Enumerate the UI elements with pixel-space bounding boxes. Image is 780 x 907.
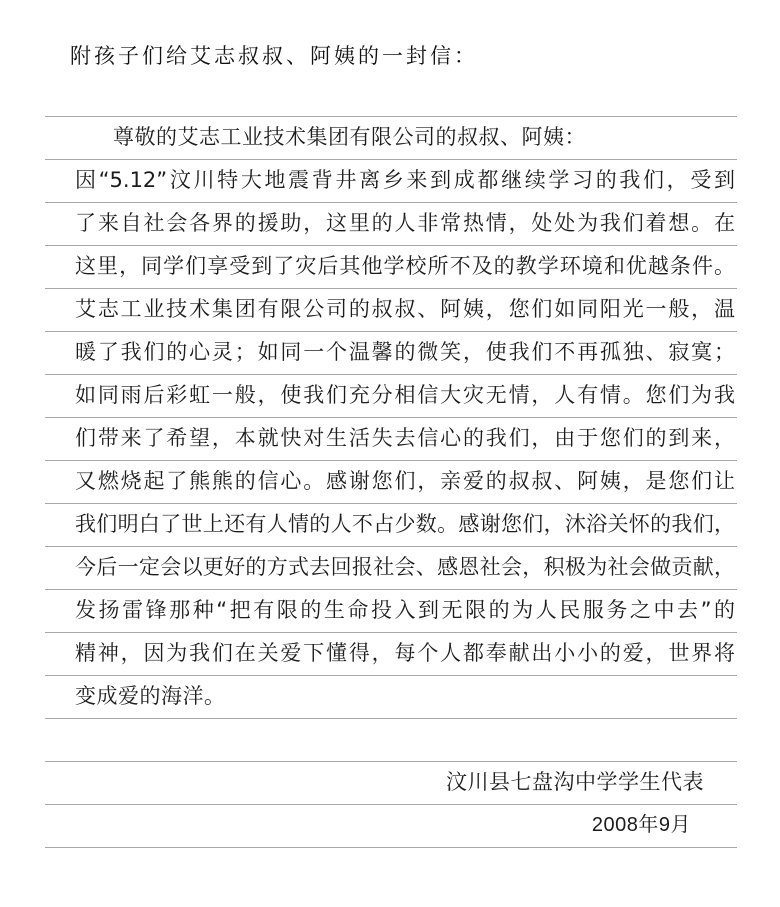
body-line-11: 发扬雷锋那种“把有限的生命投入到无限的为人民服务之中去”的 (45, 589, 737, 632)
body-line-3: 这里，同学们享受到了灾后其他学校所不及的教学环境和优越条件。 (45, 245, 737, 288)
body-line-6: 如同雨后彩虹一般，使我们充分相信大灾无情，人有情。您们为我 (45, 374, 737, 417)
body-line-5: 暖了我们的心灵；如同一个温馨的微笑，使我们不再孤独、寂寞； (45, 331, 737, 374)
body-line-7: 们带来了希望，本就快对生活失去信心的我们，由于您们的到来， (45, 417, 737, 460)
body-line-2: 了来自社会各界的援助，这里的人非常热情，处处为我们着想。在 (45, 202, 737, 245)
date-line: 2008年9月 (45, 804, 737, 847)
blank-ruled-line (45, 718, 737, 761)
letter-intro-heading: 附孩子们给艾志叔叔、阿姨的一封信： (70, 44, 478, 68)
ruled-letter-sheet (45, 116, 737, 848)
body-line-8: 又燃烧起了熊熊的信心。感谢您们，亲爱的叔叔、阿姨，是您们让 (45, 460, 737, 503)
body-line-4: 艾志工业技术集团有限公司的叔叔、阿姨，您们如同阳光一般，温 (45, 288, 737, 331)
body-line-9: 我们明白了世上还有人情的人不占少数。感谢您们，沐浴关怀的我们， (45, 503, 737, 546)
body-line-12: 精神，因为我们在关爱下懂得，每个人都奉献出小小的爱，世界将 (45, 632, 737, 675)
body-line-1: 因“5.12”汶川特大地震背井离乡来到成都继续学习的我们，受到 (45, 159, 737, 202)
body-line-10: 今后一定会以更好的方式去回报社会、感恩社会，积极为社会做贡献， (45, 546, 737, 589)
signature-line: 汶川县七盘沟中学学生代表 (45, 761, 737, 804)
salutation-line: 尊敬的艾志工业技术集团有限公司的叔叔、阿姨： (45, 116, 737, 159)
body-line-13: 变成爱的海洋。 (45, 675, 737, 718)
